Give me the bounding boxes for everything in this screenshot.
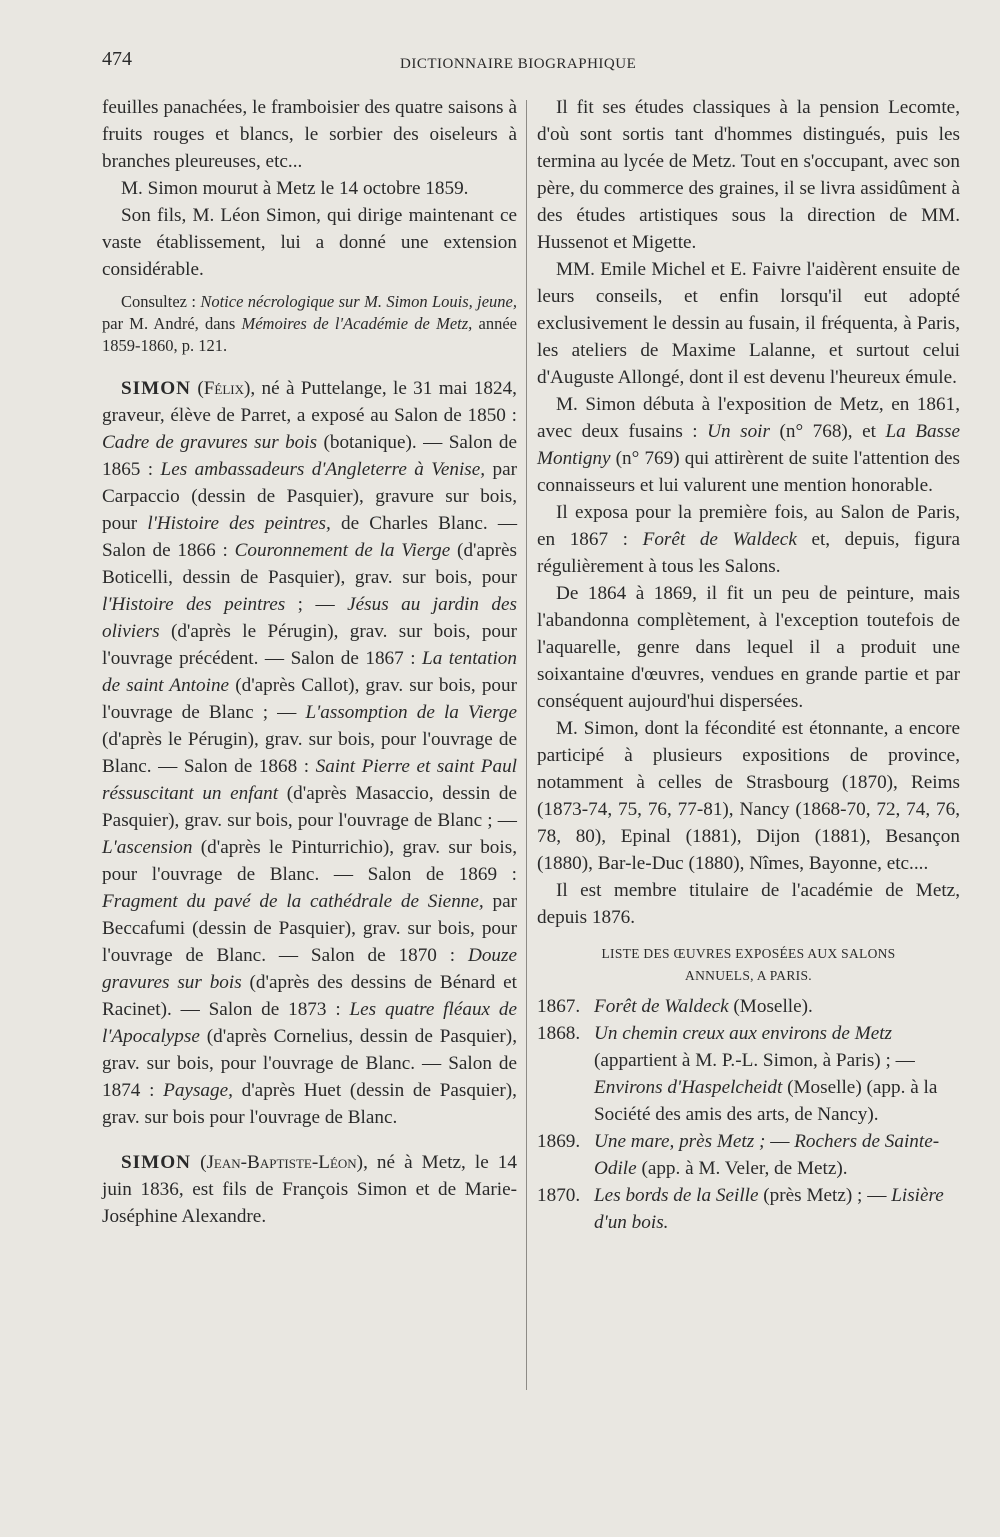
text: (botanique). — Salon de 1865 : xyxy=(102,432,517,480)
ref-title: Notice nécrologique sur M. Simon Louis, jeune, xyxy=(200,292,517,311)
paragraph: feuilles panachées, le framboisier des quatre saisons à fruits rouges et blancs, le sorbier des oiseleurs à branches pleureuses, etc... xyxy=(102,97,517,172)
work-item xyxy=(537,1182,960,1236)
work-year: 1867. xyxy=(537,996,581,1017)
work-title: Un soir xyxy=(707,421,770,442)
entry-surname: SIMON xyxy=(121,1152,192,1173)
text: par Carpaccio (dessin de Pasquier), gravure sur bois, pour xyxy=(102,459,517,534)
work-year: 1869. xyxy=(537,1131,581,1152)
work-year: 1870. xyxy=(537,1185,581,1206)
work-title: l'Histoire des peintres, xyxy=(147,513,331,534)
work-item xyxy=(537,1128,960,1182)
text: , né à Puttelange, le 31 mai 1824, graveur, élève de Parret, a exposé au Salon de 1850 : xyxy=(102,378,517,426)
paragraph xyxy=(537,391,960,499)
text: et, depuis, figura régulièrement à tous les Salons. xyxy=(537,529,960,577)
work-description xyxy=(594,1128,960,1182)
work-title: Les quatre fléaux de l'Apocalypse xyxy=(102,999,518,1047)
text: (d'après le Pérugin), grav. sur bois, pour l'ouvrage de Blanc. — Salon de 1868 : xyxy=(102,729,517,777)
paragraph: De 1864 à 1869, il fit un peu de peinture, mais l'abandonna complètement, à l'exception toutefois de l'aquarelle, genre dans lequel il a produit une soixantaine d'œuvres, vendues en grande partie et par conséquent aujourd'hui dispersées. xyxy=(537,583,960,712)
work-description xyxy=(594,993,960,1020)
text: Il exposa pour la première fois, au Salon de Paris, en 1867 : xyxy=(537,502,960,550)
work-title: Environs d'Haspelcheidt xyxy=(594,1077,783,1098)
work-title: Rochers de Sainte-Odile xyxy=(594,1131,940,1179)
entry-simon-jean-baptiste-leon xyxy=(102,1149,517,1230)
paragraph: M. Simon mourut à Metz le 14 octobre 1859. xyxy=(121,178,469,199)
text: (d'après Cornelius, dessin de Pasquier), grav. sur bois, pour l'ouvrage de Blanc. — Salon de 1874 : xyxy=(102,1026,517,1101)
work-description xyxy=(594,1020,960,1128)
work-title: Paysage, xyxy=(163,1080,233,1101)
text: (Moselle) (app. à la Société des amis des arts, de Nancy). xyxy=(594,1077,938,1125)
paragraph: MM. Emile Michel et E. Faivre l'aidèrent ensuite de leurs conseils, et enfin lorsqu'il eut adopté exclusivement le dessin au fusain, il fréquenta, à Paris, les ateliers de Maxime Lalanne, et surtout celui d'Auguste Allongé, dont il est devenu l'heureux émule. xyxy=(537,259,960,388)
work-title: Douze gravures sur bois xyxy=(102,945,517,993)
work-title: Un chemin creux aux environs de Metz xyxy=(594,1023,893,1044)
text: d'après Huet (dessin de Pasquier), grav. sur bois pour l'ouvrage de Blanc. xyxy=(102,1080,517,1128)
text: (d'après Boticelli, dessin de Pasquier), grav. sur bois, pour xyxy=(102,540,517,588)
text: par Beccafumi (dessin de Pasquier), grav. sur bois, pour l'ouvrage de Blanc. — Salon de 1870 : xyxy=(102,891,517,966)
text: (appartient à M. P.-L. Simon, à Paris) ; — xyxy=(594,1050,915,1071)
left-column xyxy=(102,94,517,1230)
ref-label: Consultez : xyxy=(121,292,201,311)
paragraph: M. Simon, dont la fécondité est étonnante, a encore participé à plusieurs expositions de province, notamment à celles de Strasbourg (1870), Reims (1873-74, 75, 76, 77-81), Nancy (1868-70, 72, 74, 76, 78, 80), Epinal (1881), Dijon (1881), Besançon (1880), Bar-le-Duc (1880), Nîmes, Bayonne, etc.... xyxy=(537,718,960,874)
text: de Charles Blanc. — Salon de 1866 : xyxy=(102,513,518,561)
bibliographic-reference xyxy=(102,291,517,357)
works-list xyxy=(537,993,960,1236)
works-heading-line: ANNUELS, A PARIS. xyxy=(685,968,812,983)
work-title: Les bords de la Seille xyxy=(594,1185,759,1206)
ref-journal: Mémoires de l'Académie de Metz, xyxy=(241,314,473,333)
work-title: Lisière d'un bois. xyxy=(594,1185,944,1233)
work-description xyxy=(594,1182,960,1236)
work-title: Forêt de Waldeck xyxy=(594,996,729,1017)
work-title: Cadre de gravures sur bois xyxy=(102,432,318,453)
entry-given-name: (Félix) xyxy=(191,378,251,399)
ref-text: par M. André, dans xyxy=(102,314,242,333)
work-title: Saint Pierre et saint Paul réssuscitant un enfant xyxy=(102,756,517,804)
text: (près Metz) ; — xyxy=(758,1185,892,1206)
text: (n° 768), et xyxy=(769,421,886,442)
right-column xyxy=(537,94,960,1236)
page-header xyxy=(0,48,1000,78)
work-title: Fragment du pavé de la cathédrale de Sienne, xyxy=(102,891,484,912)
work-year: 1868. xyxy=(537,1023,581,1044)
work-title: La Basse Montigny xyxy=(537,421,960,469)
paragraph: Son fils, M. Léon Simon, qui dirige maintenant ce vaste établissement, lui a donné une extension considérable. xyxy=(102,205,517,280)
work-title: l'Histoire des peintres xyxy=(102,594,286,615)
work-item xyxy=(537,993,960,1020)
text: (Moselle). xyxy=(728,996,813,1017)
ref-text: année 1859-1860, p. 121. xyxy=(102,314,517,355)
work-item xyxy=(537,1020,960,1128)
column-divider xyxy=(526,100,527,1390)
text: , né à Metz, le 14 juin 1836, est fils de François Simon et de Marie-Joséphine Alexandre. xyxy=(102,1152,517,1227)
text: — xyxy=(765,1131,795,1152)
paragraph: Il fit ses études classiques à la pension Lecomte, d'où sont sortis tant d'hommes distingués, puis les termina au lycée de Metz. Tout en s'occupant, avec son père, du commerce des graines, il se livra assidûment à des études artistiques sous la direction de MM. Hussenot et Migette. xyxy=(537,97,960,253)
running-title: DICTIONNAIRE BIOGRAPHIQUE xyxy=(400,56,637,72)
text: (d'après le Pérugin), grav. sur bois, pour l'ouvrage précédent. — Salon de 1867 : xyxy=(102,621,517,669)
entry-surname: SIMON xyxy=(121,378,192,399)
work-title: Jésus au jardin des oliviers xyxy=(102,594,517,642)
work-title: Les ambassadeurs d'Angleterre à Venise, xyxy=(160,459,486,480)
page-number: 474 xyxy=(102,48,132,70)
paragraph xyxy=(537,499,960,580)
work-title: L'assomption de la Vierge xyxy=(305,702,517,723)
text: (n° 769) qui attirèrent de suite l'attention des connaisseurs et lui valurent une mention honorable. xyxy=(537,448,960,496)
entry-given-name: (Jean-Baptiste-Léon) xyxy=(191,1152,364,1173)
text: (d'après des dessins de Bénard et Racinet). — Salon de 1873 : xyxy=(102,972,517,1020)
work-title: La tentation de saint Antoine xyxy=(102,648,517,696)
works-list-heading xyxy=(537,943,960,987)
text: (app. à M. Veler, de Metz). xyxy=(636,1158,848,1179)
work-title: L'ascension xyxy=(102,837,193,858)
work-title: Couronnement de la Vierge xyxy=(234,540,451,561)
text: M. Simon débuta à l'exposition de Metz, en 1861, avec deux fusains : xyxy=(537,394,960,442)
work-title: Forêt de Waldeck xyxy=(642,529,797,550)
paragraph: Il est membre titulaire de l'académie de Metz, depuis 1876. xyxy=(537,880,960,928)
text: (d'après Callot), grav. sur bois, pour l'ouvrage de Blanc ; — xyxy=(102,675,517,723)
entry-simon-felix xyxy=(102,375,517,1131)
text: (d'après Masaccio, dessin de Pasquier), grav. sur bois, pour l'ouvrage de Blanc ; — xyxy=(102,783,517,831)
works-heading-line: LISTE DES ŒUVRES EXPOSÉES AUX SALONS xyxy=(601,946,896,961)
text: (d'après le Pinturrichio), grav. sur bois, pour l'ouvrage de Blanc. — Salon de 1869 : xyxy=(102,837,517,885)
text: ; — xyxy=(285,594,348,615)
work-title: Une mare, près Metz ; xyxy=(594,1131,766,1152)
